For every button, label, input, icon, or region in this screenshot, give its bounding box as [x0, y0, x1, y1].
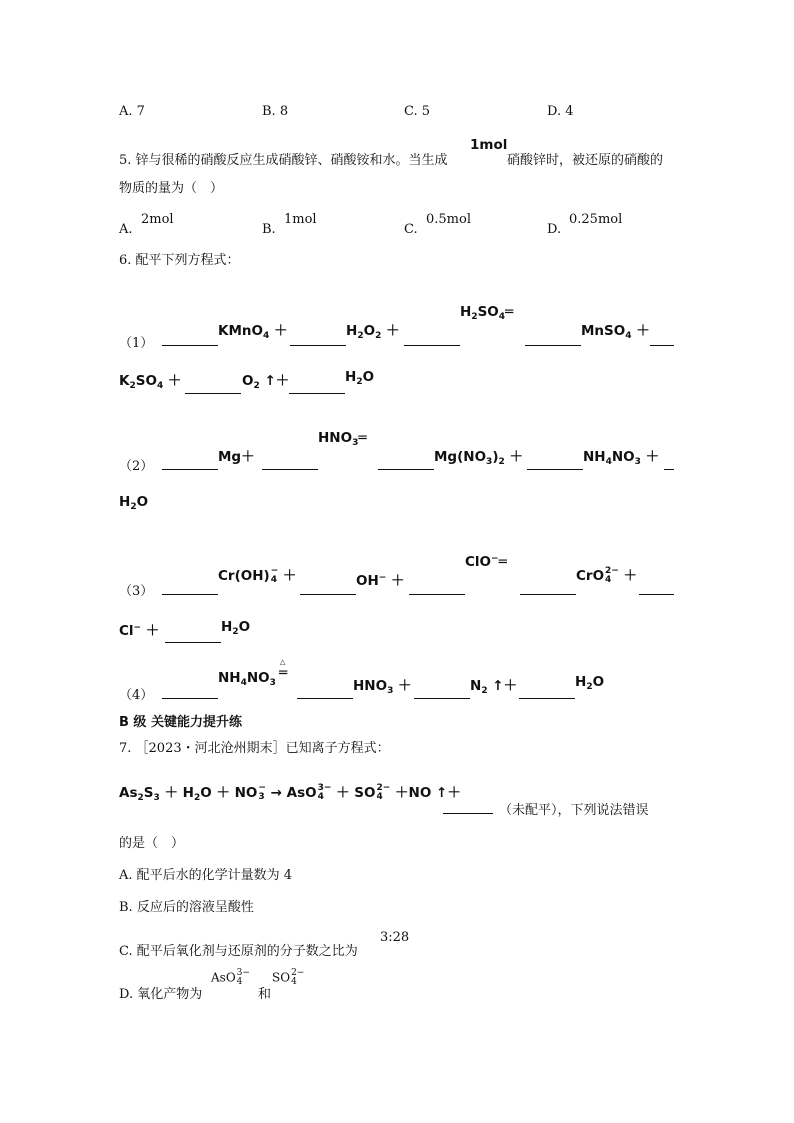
eq2-nh4no3: $NH_4NO_3$ ＋ — [583, 449, 660, 467]
q4-option-a: A. 7 — [119, 104, 145, 119]
eq1-blank-6[interactable] — [185, 393, 241, 394]
eq3-label: （3） — [119, 584, 154, 599]
eq1-k2so4: $K_2SO_4$ ＋ — [119, 373, 182, 391]
eq2-mg: Mg＋ — [218, 449, 255, 465]
eq1-h2so4: $H_2SO_4═$ — [460, 304, 514, 322]
eq4-equals: ═ — [279, 665, 288, 681]
eq3-clo: ClO−═ — [465, 554, 507, 570]
eq3-croh: Cr(OH) − 4 ＋ — [218, 566, 297, 585]
eq1-h2o: $H_2O$ — [345, 369, 375, 387]
q7-option-a: A. 配平后水的化学计量数为 4 — [119, 868, 293, 883]
eq3-cl: Cl− ＋ — [119, 623, 160, 639]
eq2-mgno3: $Mg(NO_3)_2$ ＋ — [434, 449, 523, 467]
eq4-nh4no3: $NH_4NO_3$ — [218, 670, 276, 688]
eq3-blank-4[interactable] — [520, 594, 576, 595]
q5-stem-part2: 硝酸锌时，被还原的硝酸的 — [507, 153, 664, 168]
q5-option-a-letter: A. — [119, 222, 133, 237]
eq1-kmno4: KMnO$_4$ ＋ — [218, 323, 288, 341]
q5-option-d-value: 0.25mol — [569, 212, 623, 227]
eq2-hno3: $HNO_3═$ — [318, 430, 367, 448]
eq4-blank-2[interactable] — [297, 698, 353, 699]
section-b-heading: B 级 关键能力提升练 — [119, 715, 242, 730]
eq2-blank-1[interactable] — [162, 469, 218, 470]
q7-stem: 7. ［2023・河北沧州期末］已知离子方程式： — [119, 741, 390, 756]
eq3-blank-2[interactable] — [300, 594, 356, 595]
q5-option-b-letter: B. — [262, 222, 276, 237]
eq2-blank-3[interactable] — [378, 469, 434, 470]
q7-option-d-and: 和 — [258, 987, 272, 1002]
q5-stem-line2: 物质的量为（ ） — [119, 181, 224, 196]
eq3-oh: OH− ＋ — [356, 573, 405, 589]
q7-option-d-so4: SO 2− 4 — [272, 968, 305, 987]
q6-title: 6. 配平下列方程式： — [119, 253, 240, 268]
q7-option-d: D. 氧化产物为 — [119, 987, 203, 1002]
q4-option-c: C. 5 — [404, 104, 431, 119]
eq4-h2o: $H_2O$ — [575, 674, 605, 692]
eq3-blank-1[interactable] — [162, 594, 218, 595]
eq2-h2o: $H_2O$ — [119, 494, 149, 512]
eq2-blank-2[interactable] — [262, 469, 318, 470]
q7-option-d-aso4: AsO 3− 4 — [211, 968, 250, 987]
eq1-o2: $O_2$ ↑＋ — [242, 373, 290, 391]
eq1-blank-1[interactable] — [162, 345, 218, 346]
eq1-blank-4[interactable] — [525, 345, 581, 346]
eq2-label: （2） — [119, 459, 154, 474]
q7-option-c: C. 配平后氧化剂与还原剂的分子数之比为 — [119, 944, 358, 959]
q5-option-d-letter: D. — [547, 222, 562, 237]
q5-option-a-value: 2mol — [141, 212, 174, 227]
eq1-blank-3[interactable] — [404, 345, 460, 346]
q7-note2: 的是（ ） — [119, 836, 185, 851]
eq1-blank-2[interactable] — [290, 345, 346, 346]
eq4-label: （4） — [119, 688, 154, 703]
eq3-h2o: $H_2O$ — [221, 619, 251, 637]
q5-option-c-letter: C. — [404, 222, 418, 237]
eq4-blank-4[interactable] — [519, 698, 575, 699]
eq4-blank-1[interactable] — [162, 698, 218, 699]
q7-note: （未配平），下列说法错误 — [499, 803, 649, 818]
q7-equation: $As_2S_3 + H_2O$ ＋ NO − 3 → AsO 3− 4 ＋ SO 2− 4 ＋NO ↑＋ — [119, 783, 461, 803]
eq4-n2: $N_2$ ↑＋ — [470, 678, 518, 696]
q5-stem-part1: 5. 锌与很稀的硝酸反应生成硝酸锌、硝酸铵和水。当生成 — [119, 153, 448, 168]
q7-option-b: B. 反应后的溶液呈酸性 — [119, 900, 254, 915]
q5-option-b-value: 1mol — [284, 212, 317, 227]
q5-stem-amount: 1mol — [470, 137, 508, 153]
eq1-h2o2: $H_2O_2$ ＋ — [346, 323, 400, 341]
eq3-blank-6[interactable] — [165, 642, 221, 643]
eq4-hno3: $HNO_3$ ＋ — [353, 678, 412, 696]
eq4-blank-3[interactable] — [414, 698, 470, 699]
q5-option-c-value: 0.5mol — [426, 212, 471, 227]
q7-blank[interactable] — [443, 813, 493, 814]
eq1-label: （1） — [119, 336, 154, 351]
eq3-blank-5[interactable] — [639, 594, 674, 595]
q4-option-d: D. 4 — [547, 104, 574, 119]
q4-option-b: B. 8 — [262, 104, 289, 119]
eq1-mnso4: MnSO$_4$ ＋ — [581, 323, 650, 341]
eq2-blank-4[interactable] — [527, 469, 583, 470]
eq2-blank-5[interactable] — [664, 469, 674, 470]
q7-option-c-ratio: 3:28 — [380, 930, 410, 945]
eq4-heat-mark: △ — [280, 658, 286, 666]
eq1-blank-7[interactable] — [289, 393, 345, 394]
eq3-blank-3[interactable] — [409, 594, 465, 595]
eq1-blank-5[interactable] — [650, 345, 674, 346]
eq3-cro4: CrO 2− 4 ＋ — [576, 566, 638, 585]
